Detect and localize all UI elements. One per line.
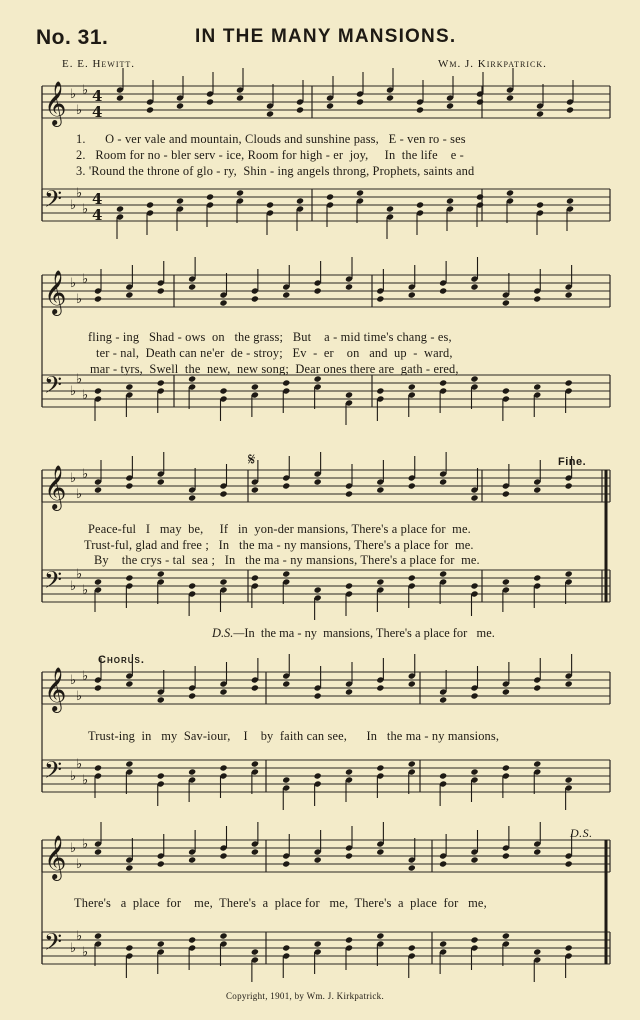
note-head <box>345 936 353 943</box>
note-head <box>502 932 510 939</box>
note-head <box>446 197 454 204</box>
note-head <box>439 696 447 703</box>
note-head <box>533 295 541 302</box>
note-head <box>94 764 102 771</box>
note-head <box>376 764 384 771</box>
note-head <box>282 291 290 298</box>
note-head <box>502 764 510 771</box>
flat-icon: ♭ <box>70 579 77 594</box>
note-head <box>533 760 541 767</box>
note-head <box>439 287 447 294</box>
note-head <box>206 98 214 105</box>
note-head <box>356 189 364 196</box>
note-head <box>439 570 447 577</box>
note-head <box>282 680 290 687</box>
note-head <box>251 760 259 767</box>
note-head <box>470 692 478 699</box>
note-head <box>408 482 416 489</box>
flat-icon: ♭ <box>82 669 89 684</box>
note-head <box>502 688 510 695</box>
treble-clef-icon: 𝄞 <box>44 465 67 509</box>
note-head <box>446 102 454 109</box>
flat-icon: ♭ <box>76 757 83 772</box>
note-head <box>565 291 573 298</box>
flat-icon: ♭ <box>76 929 83 944</box>
note-head <box>470 936 478 943</box>
note-head <box>94 848 102 855</box>
time-signature-bottom: 4 <box>92 103 103 121</box>
note-head <box>476 98 484 105</box>
note-head <box>94 932 102 939</box>
note-head <box>251 948 259 955</box>
note-head <box>157 379 165 386</box>
treble-clef-icon: 𝄞 <box>44 667 67 711</box>
hymn-number: No. 31. <box>36 26 109 49</box>
note-head <box>386 94 394 101</box>
note-head <box>439 772 447 779</box>
flat-icon: ♭ <box>70 673 77 688</box>
note-head <box>345 768 353 775</box>
fine-mark: Fine. <box>558 456 587 468</box>
treble-clef-icon: 𝄞 <box>44 270 67 314</box>
note-head <box>376 932 384 939</box>
flat-icon: ♭ <box>82 467 89 482</box>
note-head <box>188 283 196 290</box>
flat-icon: ♭ <box>82 773 89 788</box>
note-head <box>94 486 102 493</box>
note-head <box>219 852 227 859</box>
note-head <box>219 932 227 939</box>
note-head <box>188 936 196 943</box>
note-head <box>176 102 184 109</box>
flat-icon: ♭ <box>76 689 83 704</box>
note-head <box>408 574 416 581</box>
note-head <box>314 772 322 779</box>
note-head <box>251 574 259 581</box>
flat-icon: ♭ <box>70 87 77 102</box>
lyricist: E. E. Hewitt. <box>62 58 136 70</box>
note-head <box>439 379 447 386</box>
note-head <box>188 582 196 589</box>
note-head <box>125 944 133 951</box>
note-head <box>251 383 259 390</box>
note-head <box>94 387 102 394</box>
note-head <box>502 490 510 497</box>
flat-icon: ♭ <box>70 198 77 213</box>
lyric-line-s1-v3: 3. 'Round the throne of glo - ry, Shin - ing angels throng, Prophets, saints and <box>76 164 475 178</box>
note-head <box>408 680 416 687</box>
note-head <box>116 205 124 212</box>
note-head <box>386 205 394 212</box>
note-head <box>566 106 574 113</box>
note-head <box>296 197 304 204</box>
ds-lyric-text: In the ma - ny mansions, There's a place for me. <box>244 626 495 640</box>
note-head <box>236 94 244 101</box>
note-head <box>146 201 154 208</box>
treble-clef-icon: 𝄞 <box>44 835 67 879</box>
note-head <box>376 684 384 691</box>
note-head <box>376 486 384 493</box>
note-head <box>566 197 574 204</box>
note-head <box>157 940 165 947</box>
note-head <box>326 102 334 109</box>
note-head <box>282 482 290 489</box>
bass-clef-icon: 𝄢 <box>44 566 63 599</box>
chorus-label: Chorus. <box>98 654 145 666</box>
note-head <box>408 760 416 767</box>
note-head <box>157 696 165 703</box>
note-head <box>116 94 124 101</box>
note-head <box>314 586 322 593</box>
note-head <box>219 490 227 497</box>
bass-clef-icon: 𝄢 <box>44 371 63 404</box>
lyric-line-s5-v1: There's a place for me, There's a place for me, There's a place for me, <box>74 896 487 910</box>
note-head <box>565 379 573 386</box>
time-signature-top: 4 <box>92 87 103 105</box>
note-head <box>206 193 214 200</box>
note-head <box>94 578 102 585</box>
note-head <box>533 684 541 691</box>
note-head <box>416 106 424 113</box>
note-head <box>565 482 573 489</box>
note-head <box>565 680 573 687</box>
note-head <box>94 684 102 691</box>
note-head <box>219 299 227 306</box>
flat-icon: ♭ <box>70 384 77 399</box>
note-head <box>157 570 165 577</box>
bass-clef-icon: 𝄢 <box>44 928 63 961</box>
note-head <box>408 944 416 951</box>
note-head <box>125 864 133 871</box>
lyric-line-s3-v3: By the crys - tal sea ; In the ma - ny mansions, There's a place for me. <box>94 553 480 567</box>
note-head <box>188 494 196 501</box>
note-head <box>476 193 484 200</box>
note-head <box>251 848 259 855</box>
ds-label: D.S.— <box>212 626 245 640</box>
note-head <box>236 189 244 196</box>
note-head <box>533 848 541 855</box>
flat-icon: ♭ <box>82 202 89 217</box>
note-head <box>282 944 290 951</box>
note-head <box>266 110 274 117</box>
time-signature-bottom: 4 <box>92 206 103 224</box>
note-head <box>251 295 259 302</box>
note-head <box>408 864 416 871</box>
note-head <box>326 193 334 200</box>
flat-icon: ♭ <box>70 471 77 486</box>
note-head <box>356 98 364 105</box>
bass-clef-icon: 𝄢 <box>44 756 63 789</box>
note-head <box>345 688 353 695</box>
note-head <box>314 692 322 699</box>
flat-icon: ♭ <box>76 857 83 872</box>
note-head <box>376 295 384 302</box>
note-head <box>470 283 478 290</box>
note-head <box>470 582 478 589</box>
note-head <box>219 764 227 771</box>
ds-lyric-line <box>212 626 495 641</box>
composer: Wm. J. Kirkpatrick. <box>438 58 547 70</box>
note-head <box>502 387 510 394</box>
note-head <box>502 852 510 859</box>
flat-icon: ♭ <box>82 83 89 98</box>
note-head <box>188 768 196 775</box>
note-head <box>470 856 478 863</box>
note-head <box>219 387 227 394</box>
lyric-line-s4-v1: Trust-ing in my Sav-iour, I by faith can see, In the ma - ny mansions, <box>88 729 500 743</box>
ds-mark: D.S. <box>570 826 593 840</box>
flat-icon: ♭ <box>82 837 89 852</box>
flat-icon: ♭ <box>70 941 77 956</box>
note-head <box>282 776 290 783</box>
lyric-line-s3-v2: Trust-ful, glad and free ; In the ma - ny mansions, There's a place for me. <box>84 538 474 552</box>
note-head <box>565 570 573 577</box>
note-head <box>188 856 196 863</box>
note-head <box>565 776 573 783</box>
treble-clef-icon: 𝄞 <box>44 81 67 125</box>
note-head <box>533 574 541 581</box>
note-head <box>345 582 353 589</box>
note-head <box>251 486 259 493</box>
note-head <box>376 387 384 394</box>
flat-icon: ♭ <box>76 567 83 582</box>
copyright-notice: Copyright, 1901, by Wm. J. Kirkpatrick. <box>226 991 385 1001</box>
flat-icon: ♭ <box>76 103 83 118</box>
flat-icon: ♭ <box>76 372 83 387</box>
note-head <box>506 189 514 196</box>
lyric-line-s2-v2: ter - nal, Death can ne'er de - stroy; Ev - er on and up - ward, <box>96 346 453 360</box>
time-signature-top: 4 <box>92 190 103 208</box>
note-head <box>314 856 322 863</box>
note-head <box>157 478 165 485</box>
note-head <box>536 201 544 208</box>
note-head <box>502 578 510 585</box>
note-head <box>251 684 259 691</box>
note-head <box>470 768 478 775</box>
note-head <box>314 940 322 947</box>
note-head <box>125 760 133 767</box>
note-head <box>345 391 353 398</box>
bass-clef-icon: 𝄢 <box>44 185 63 218</box>
note-head <box>439 478 447 485</box>
note-head <box>502 299 510 306</box>
note-head <box>439 940 447 947</box>
lyric-line-s1-v1: 1. O - ver vale and mountain, Clouds and sunshine pass, E - ven ro - ses <box>76 132 466 146</box>
hymn-title: IN THE MANY MANSIONS. <box>195 26 457 47</box>
lyric-line-s1-v2: 2. Room for no - bler serv - ice, Room for high - er joy, In the life e - <box>76 148 464 162</box>
note-head <box>345 283 353 290</box>
note-head <box>439 860 447 867</box>
note-head <box>157 287 165 294</box>
flat-icon: ♭ <box>76 292 83 307</box>
note-head <box>314 287 322 294</box>
note-head <box>219 688 227 695</box>
flat-icon: ♭ <box>82 388 89 403</box>
flat-icon: ♭ <box>76 487 83 502</box>
note-head <box>533 486 541 493</box>
note-head <box>536 110 544 117</box>
flat-icon: ♭ <box>70 841 77 856</box>
note-head <box>125 574 133 581</box>
note-head <box>565 944 573 951</box>
flat-icon: ♭ <box>70 276 77 291</box>
note-head <box>314 478 322 485</box>
flat-icon: ♭ <box>70 769 77 784</box>
note-head <box>125 291 133 298</box>
note-head <box>282 570 290 577</box>
note-head <box>506 94 514 101</box>
flat-icon: ♭ <box>76 186 83 201</box>
note-head <box>565 860 573 867</box>
note-head <box>176 197 184 204</box>
note-head <box>125 482 133 489</box>
note-head <box>282 379 290 386</box>
note-head <box>94 295 102 302</box>
note-head <box>345 490 353 497</box>
note-head <box>125 680 133 687</box>
flat-icon: ♭ <box>82 272 89 287</box>
lyric-line-s2-v3: mar - tyrs, Swell the new, new song; Dear ones there are gath - ered, <box>90 362 459 376</box>
note-head <box>533 383 541 390</box>
note-head <box>376 848 384 855</box>
note-head <box>533 948 541 955</box>
note-head <box>266 201 274 208</box>
note-head <box>416 201 424 208</box>
note-head <box>345 852 353 859</box>
note-head <box>470 494 478 501</box>
note-head <box>376 578 384 585</box>
note-head <box>188 692 196 699</box>
lyric-line-s2-v1: fling - ing Shad - ows on the grass; But a - mid time's chang - es, <box>88 330 452 344</box>
note-head <box>282 860 290 867</box>
note-head <box>296 106 304 113</box>
note-head <box>408 291 416 298</box>
segno-icon: 𝄋 <box>248 450 256 469</box>
flat-icon: ♭ <box>82 945 89 960</box>
note-head <box>146 106 154 113</box>
note-head <box>219 578 227 585</box>
lyric-line-s3-v1: Peace-ful I may be, If in yon-der mansions, There's a place for me. <box>88 522 471 536</box>
note-head <box>125 383 133 390</box>
note-head <box>408 383 416 390</box>
note-head <box>157 772 165 779</box>
flat-icon: ♭ <box>82 583 89 598</box>
note-head <box>157 860 165 867</box>
